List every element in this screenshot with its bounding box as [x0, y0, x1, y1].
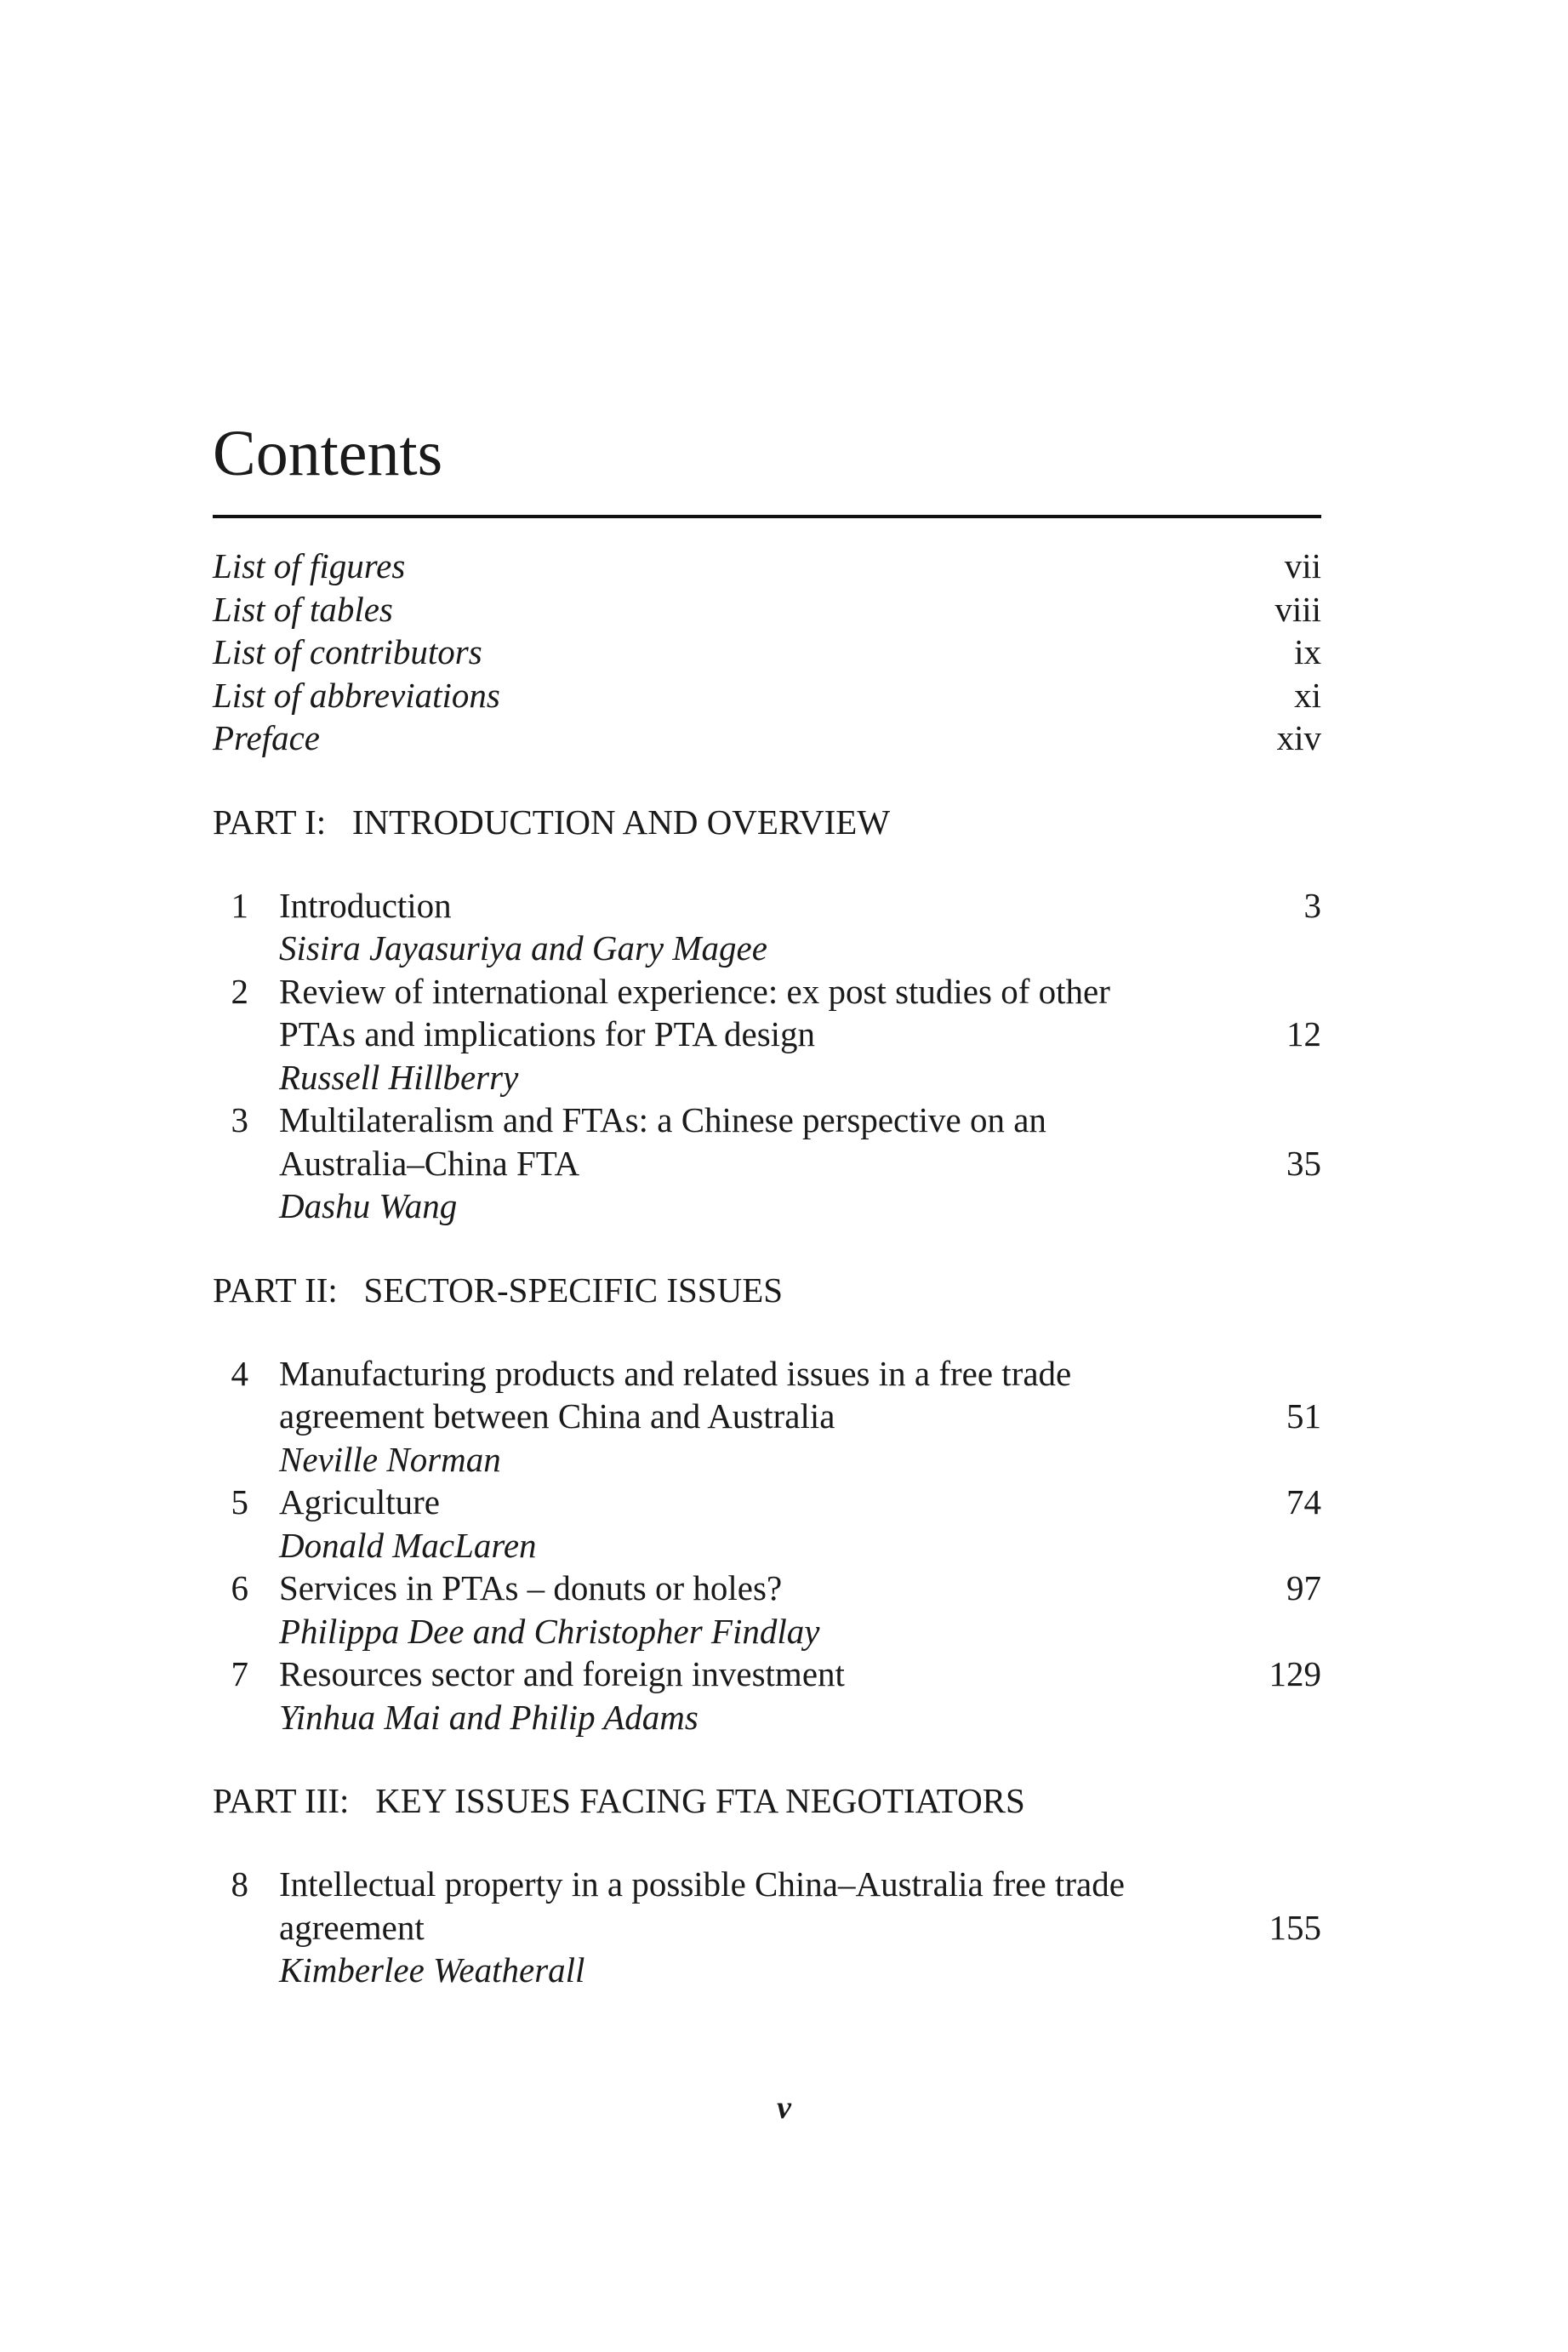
part-title: SECTOR-SPECIFIC ISSUES [363, 1270, 784, 1310]
chapter-3-line-2[interactable] [213, 1142, 1321, 1185]
chapter-page: 74 [1286, 1482, 1321, 1521]
toc-entry-preface[interactable] [213, 716, 1321, 760]
chapter-author: Kimberlee Weatherall [279, 1950, 585, 1989]
chapter-page: 51 [1286, 1396, 1321, 1436]
chapter-title: Agriculture [279, 1482, 440, 1521]
chapter-4[interactable] [213, 1352, 1321, 1396]
entry-page: vii [1284, 546, 1321, 585]
part-2-chapters [213, 1352, 1321, 1739]
part-heading-1 [213, 801, 1321, 843]
entry-label: List of figures [213, 546, 406, 585]
part-1-chapters [213, 884, 1321, 1228]
entry-label: List of abbreviations [213, 675, 500, 715]
chapter-page: 155 [1269, 1907, 1321, 1947]
chapter-number: 1 [231, 885, 248, 925]
chapter-4-line-2[interactable] [213, 1395, 1321, 1438]
chapter-8[interactable] [213, 1863, 1321, 1906]
chapter-number: 7 [231, 1654, 248, 1693]
chapter-title: Introduction [279, 885, 452, 925]
chapter-number: 3 [231, 1100, 248, 1139]
chapter-number: 4 [231, 1353, 248, 1393]
chapter-author-row [213, 927, 1321, 970]
chapter-author-row [213, 1185, 1321, 1228]
chapter-title-line: PTAs and implications for PTA design [279, 1014, 816, 1053]
chapter-1[interactable] [213, 884, 1321, 928]
chapter-title: Resources sector and foreign investment [279, 1654, 845, 1693]
chapter-title: Services in PTAs – donuts or holes? [279, 1568, 783, 1607]
entry-label: Preface [213, 718, 320, 757]
part-label: PART II: [213, 1270, 338, 1310]
part-3-chapters [213, 1863, 1321, 1992]
chapter-number: 6 [231, 1568, 248, 1607]
chapter-2-line-2[interactable] [213, 1013, 1321, 1056]
chapter-title-line: Manufacturing products and related issues in a free trade [279, 1353, 1072, 1393]
chapter-title-line: Review of international experience: ex post studies of other [279, 971, 1110, 1011]
chapter-author-row [213, 1696, 1321, 1739]
chapter-7[interactable] [213, 1653, 1321, 1696]
page-title: Contents [213, 418, 443, 489]
chapter-number: 8 [231, 1864, 248, 1904]
chapter-page: 12 [1286, 1014, 1321, 1053]
chapter-author: Neville Norman [279, 1439, 501, 1479]
part-label: PART III: [213, 1781, 350, 1820]
part-heading-2 [213, 1269, 1321, 1311]
chapter-page: 35 [1286, 1143, 1321, 1183]
chapter-title-line: Australia–China FTA [279, 1143, 580, 1183]
chapter-author: Sisira Jayasuriya and Gary Magee [279, 928, 767, 968]
chapter-author-row [213, 1949, 1321, 1992]
chapter-author-row [213, 1524, 1321, 1567]
chapter-5[interactable] [213, 1481, 1321, 1524]
part-title: INTRODUCTION AND OVERVIEW [351, 802, 891, 842]
chapter-3[interactable] [213, 1099, 1321, 1142]
entry-page: viii [1274, 589, 1321, 629]
toc-entry-tables[interactable] [213, 588, 1321, 631]
entry-page: xiv [1276, 718, 1321, 757]
chapter-title-line: Intellectual property in a possible China–Australia free trade [279, 1864, 1125, 1904]
chapter-title-line: agreement [279, 1907, 425, 1947]
chapter-author-row [213, 1056, 1321, 1099]
chapter-author: Dashu Wang [279, 1186, 458, 1225]
chapter-author: Russell Hillberry [279, 1057, 519, 1097]
toc [213, 545, 1321, 1992]
page-number: v [777, 2090, 791, 2126]
title-rule [213, 515, 1321, 518]
chapter-2[interactable] [213, 970, 1321, 1013]
entry-page: xi [1294, 675, 1321, 715]
entry-label: List of tables [213, 589, 393, 629]
chapter-page: 97 [1286, 1568, 1321, 1607]
toc-entry-figures[interactable] [213, 545, 1321, 588]
chapter-title-line: Multilateralism and FTAs: a Chinese perspective on an [279, 1100, 1046, 1139]
part-label: PART I: [213, 802, 327, 842]
entry-page: ix [1294, 632, 1321, 671]
chapter-author: Donald MacLaren [279, 1525, 537, 1565]
chapter-8-line-2[interactable] [213, 1906, 1321, 1950]
part-heading-3 [213, 1779, 1321, 1822]
toc-entry-abbreviations[interactable] [213, 674, 1321, 717]
entry-label: List of contributors [213, 632, 482, 671]
chapter-page: 3 [1303, 885, 1321, 925]
front-matter-list [213, 545, 1321, 760]
chapter-title-line: agreement between China and Australia [279, 1396, 835, 1436]
part-title: KEY ISSUES FACING FTA NEGOTIATORS [375, 1781, 1025, 1820]
chapter-number: 5 [231, 1482, 248, 1521]
chapter-6[interactable] [213, 1567, 1321, 1610]
chapter-author-row [213, 1610, 1321, 1653]
chapter-author-row [213, 1438, 1321, 1481]
toc-entry-contributors[interactable] [213, 631, 1321, 674]
chapter-author: Philippa Dee and Christopher Findlay [279, 1611, 820, 1651]
chapter-number: 2 [231, 971, 248, 1011]
chapter-page: 129 [1269, 1654, 1321, 1693]
chapter-author: Yinhua Mai and Philip Adams [279, 1697, 698, 1737]
